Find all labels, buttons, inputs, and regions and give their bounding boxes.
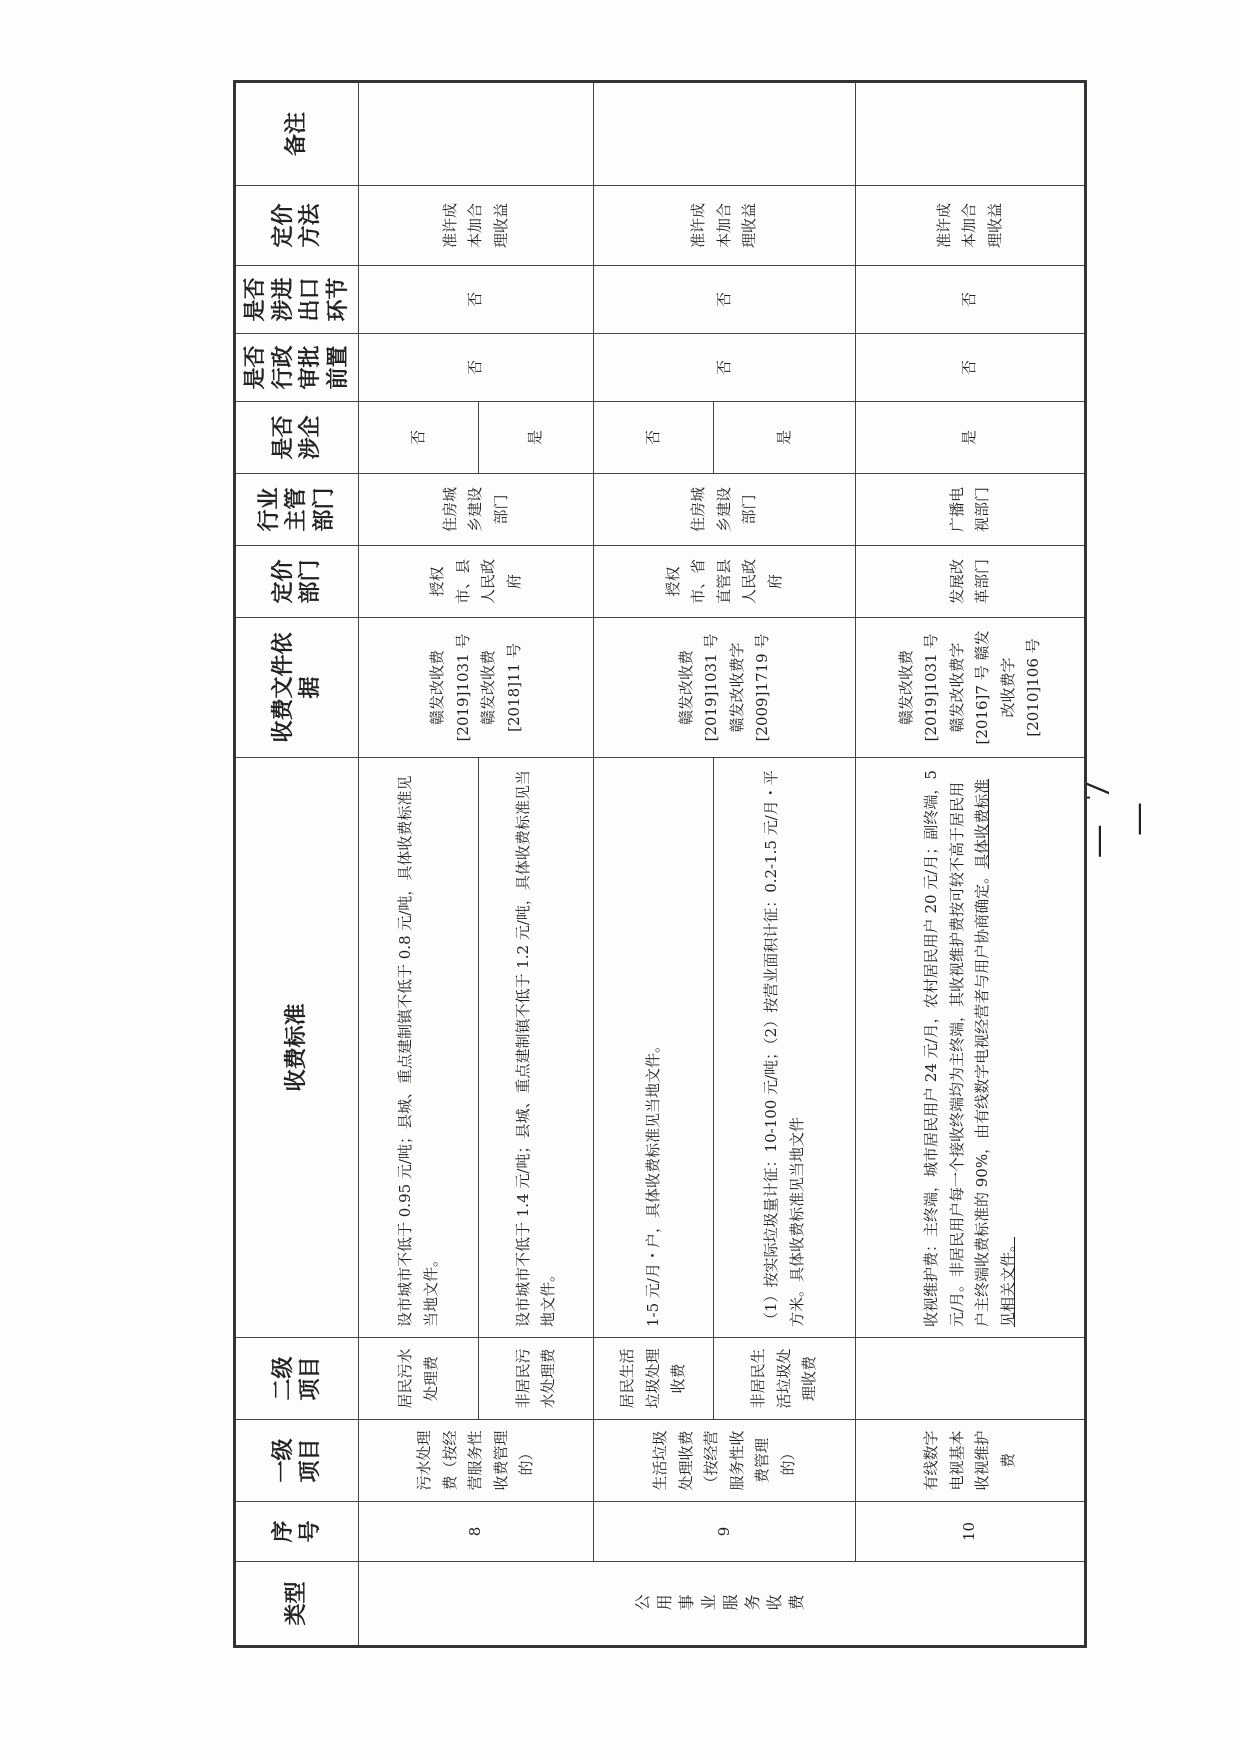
page-number: — 7 —	[1078, 773, 1158, 859]
seq-cell: 10	[856, 1502, 1086, 1562]
standard-cell: 设市城市不低于 0.95 元/吨；县城、重点建制镇不低于 0.8 元/吨，具体收费标准见当地文件。	[359, 758, 479, 1338]
table-row	[856, 82, 1086, 1647]
import-export-cell: 否	[594, 266, 856, 334]
standard-cell: 设市城市不低于 1.4 元/吨；县城、重点建制镇不低于 1.2 元/吨，具体收费标准见当地文件。	[479, 758, 594, 1338]
admin-approval-cell: 否	[359, 334, 594, 402]
standard-cell	[856, 758, 1086, 1338]
level2-cell: 居民生活垃圾处理收费	[594, 1338, 714, 1420]
table-row	[594, 82, 714, 1647]
category-cell: 公用事业服务收费	[359, 1562, 1086, 1647]
standard-text: 收视维护费：主终端，城市居民用户 24 元/月，农村居民用户 20 元/月；副终端，5 元/月。非居民用户每一个接收终端均为主终端，其收视维护费按可较不高于居民用户主终端收费标准的 90%，由有线数字电视经营者与用户协商确定。	[922, 770, 991, 1327]
header-industry-dept: 行业主管部门	[235, 474, 359, 546]
remark-cell	[856, 82, 1086, 186]
basis-cell: 赣发改收费[2019]1031 号 赣发改收费字[2016]7 号 赣发改收费字[2010]106 号	[856, 618, 1086, 758]
table-row	[359, 82, 479, 1647]
level1-cell: 污水处理费（按经营服务性收费管理的）	[359, 1420, 594, 1502]
header-level2: 二级项目	[235, 1338, 359, 1420]
header-type: 类型	[235, 1562, 359, 1647]
pricing-method-cell: 准许成本加合理收益	[359, 186, 594, 266]
enterprise-cell: 是	[714, 402, 856, 474]
level1-cell: 有线数字电视基本收视维护费	[856, 1420, 1086, 1502]
pricing-dept-cell: 授权市、县人民政府	[359, 546, 594, 618]
pricing-dept-cell: 授权市、省直管县人民政府	[594, 546, 856, 618]
industry-dept-cell: 住房城乡建设部门	[359, 474, 594, 546]
header-level1: 一级项目	[235, 1420, 359, 1502]
enterprise-cell: 是	[856, 402, 1086, 474]
fee-table-body	[233, 80, 1087, 1648]
enterprise-cell: 是	[479, 402, 594, 474]
header-pricing-dept: 定价部门	[235, 546, 359, 618]
header-standard: 收费标准	[235, 758, 359, 1338]
header-seq: 序号	[235, 1502, 359, 1562]
seq-cell: 9	[594, 1502, 856, 1562]
header-remark: 备注	[235, 82, 359, 186]
header-admin-approval: 是否行政审批前置	[235, 334, 359, 402]
content-layer	[233, 83, 1078, 1648]
import-export-cell: 否	[856, 266, 1086, 334]
pricing-method-cell: 准许成本加合理收益	[856, 186, 1086, 266]
admin-approval-cell: 否	[594, 334, 856, 402]
level1-cell: 生活垃圾处理收费（按经营服务性收费管理的）	[594, 1420, 856, 1502]
standard-cell: （1）按实际垃圾量计征：10-100 元/吨；（2）按营业面积计征：0.2-1.5 元/月・平方米。具体收费标准见当地文件	[714, 758, 856, 1338]
remark-cell	[359, 82, 594, 186]
level2-cell	[856, 1338, 1086, 1420]
admin-approval-cell: 否	[856, 334, 1086, 402]
pricing-dept-cell: 发展改革部门	[856, 546, 1086, 618]
level2-cell: 居民污水处理费	[359, 1338, 479, 1420]
standard-cell: 1-5 元/月・户，具体收费标准见当地文件。	[594, 758, 714, 1338]
industry-dept-cell: 广播电视部门	[856, 474, 1086, 546]
import-export-cell: 否	[359, 266, 594, 334]
header-row	[235, 82, 359, 1647]
header-pricing-method: 定价方法	[235, 186, 359, 266]
seq-cell: 8	[359, 1502, 594, 1562]
industry-dept-cell: 住房城乡建设部门	[594, 474, 856, 546]
header-basis: 收费文件依据	[235, 618, 359, 758]
basis-cell: 赣发改收费[2019]1031 号 赣发改收费[2018]11 号	[359, 618, 594, 758]
header-involves-enterprise: 是否涉企	[235, 402, 359, 474]
standard-underlined-text: 具体收费标准见相关文件。	[973, 778, 1017, 1327]
pricing-method-cell: 准许成本加合理收益	[594, 186, 856, 266]
header-import-export: 是否涉进出口环节	[235, 266, 359, 334]
basis-cell: 赣发改收费[2019]1031 号 赣发改收费字[2009]1719 号	[594, 618, 856, 758]
enterprise-cell: 否	[594, 402, 714, 474]
level2-cell: 非居民污水处理费	[479, 1338, 594, 1420]
level2-cell: 非居民生活垃圾处理收费	[714, 1338, 856, 1420]
enterprise-cell: 否	[359, 402, 479, 474]
remark-cell	[594, 82, 856, 186]
